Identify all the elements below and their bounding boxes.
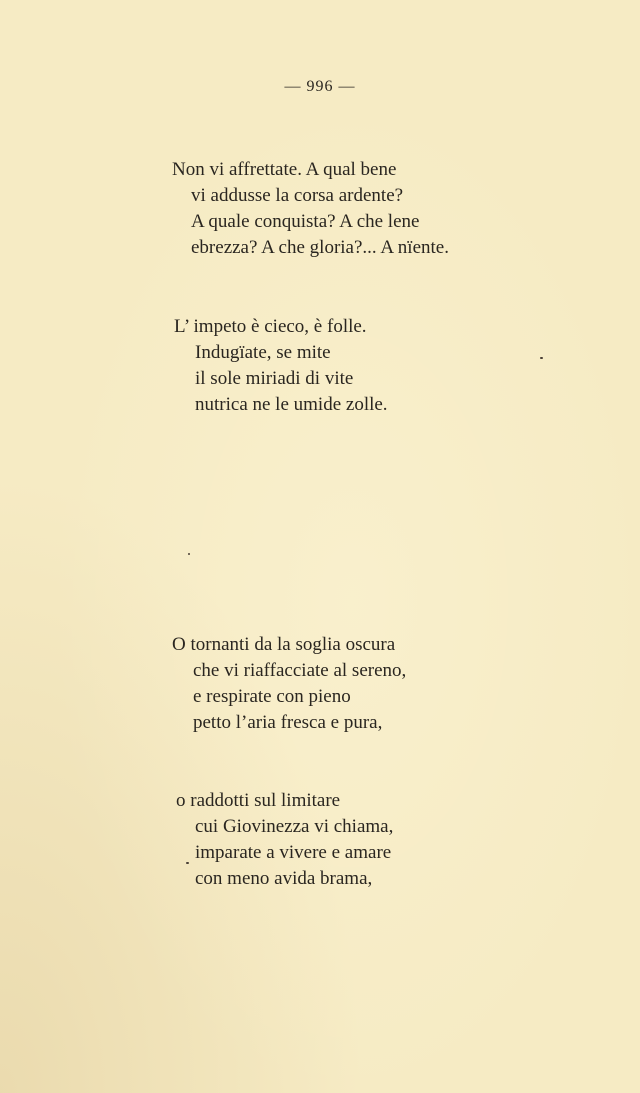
verse-line: vi addusse la corsa ardente? [191,185,404,206]
verse-line: che vi riaffacciate al sereno, [193,660,407,681]
verse-line: A quale conquista? A che lene [191,211,420,232]
verse-line: petto l’aria fresca e pura, [193,712,383,733]
stanza-3 [172,632,572,736]
verse-line: con meno avida brama, [195,868,373,889]
stanza-1 [172,157,572,261]
verse-line: e respirate con pieno [193,686,351,707]
verse-line: cui Giovinezza vi chiama, [195,816,394,837]
verse-line: Non vi affrettate. A qual bene [172,159,397,180]
verse-line: O tornanti da la soglia oscura [172,634,396,655]
verse-line: ebrezza? A che gloria?... A nïente. [191,237,449,258]
stanza-2 [174,314,574,418]
stanza-4 [176,788,576,892]
verse-line: nutrica ne le umide zolle. [195,394,388,415]
page-number: — 996 — [284,78,356,95]
verse-line: Indugïate, se mite [195,342,331,363]
paper-speck [540,357,543,359]
verse-line: L’ impeto è cieco, è folle. [174,316,367,337]
verse-line: o raddotti sul limitare [176,790,341,811]
paper-speck [188,553,190,555]
paper-speck [186,862,189,864]
verse-line: imparate a vivere e amare [195,842,392,863]
verse-line: il sole miriadi di vite [195,368,354,389]
